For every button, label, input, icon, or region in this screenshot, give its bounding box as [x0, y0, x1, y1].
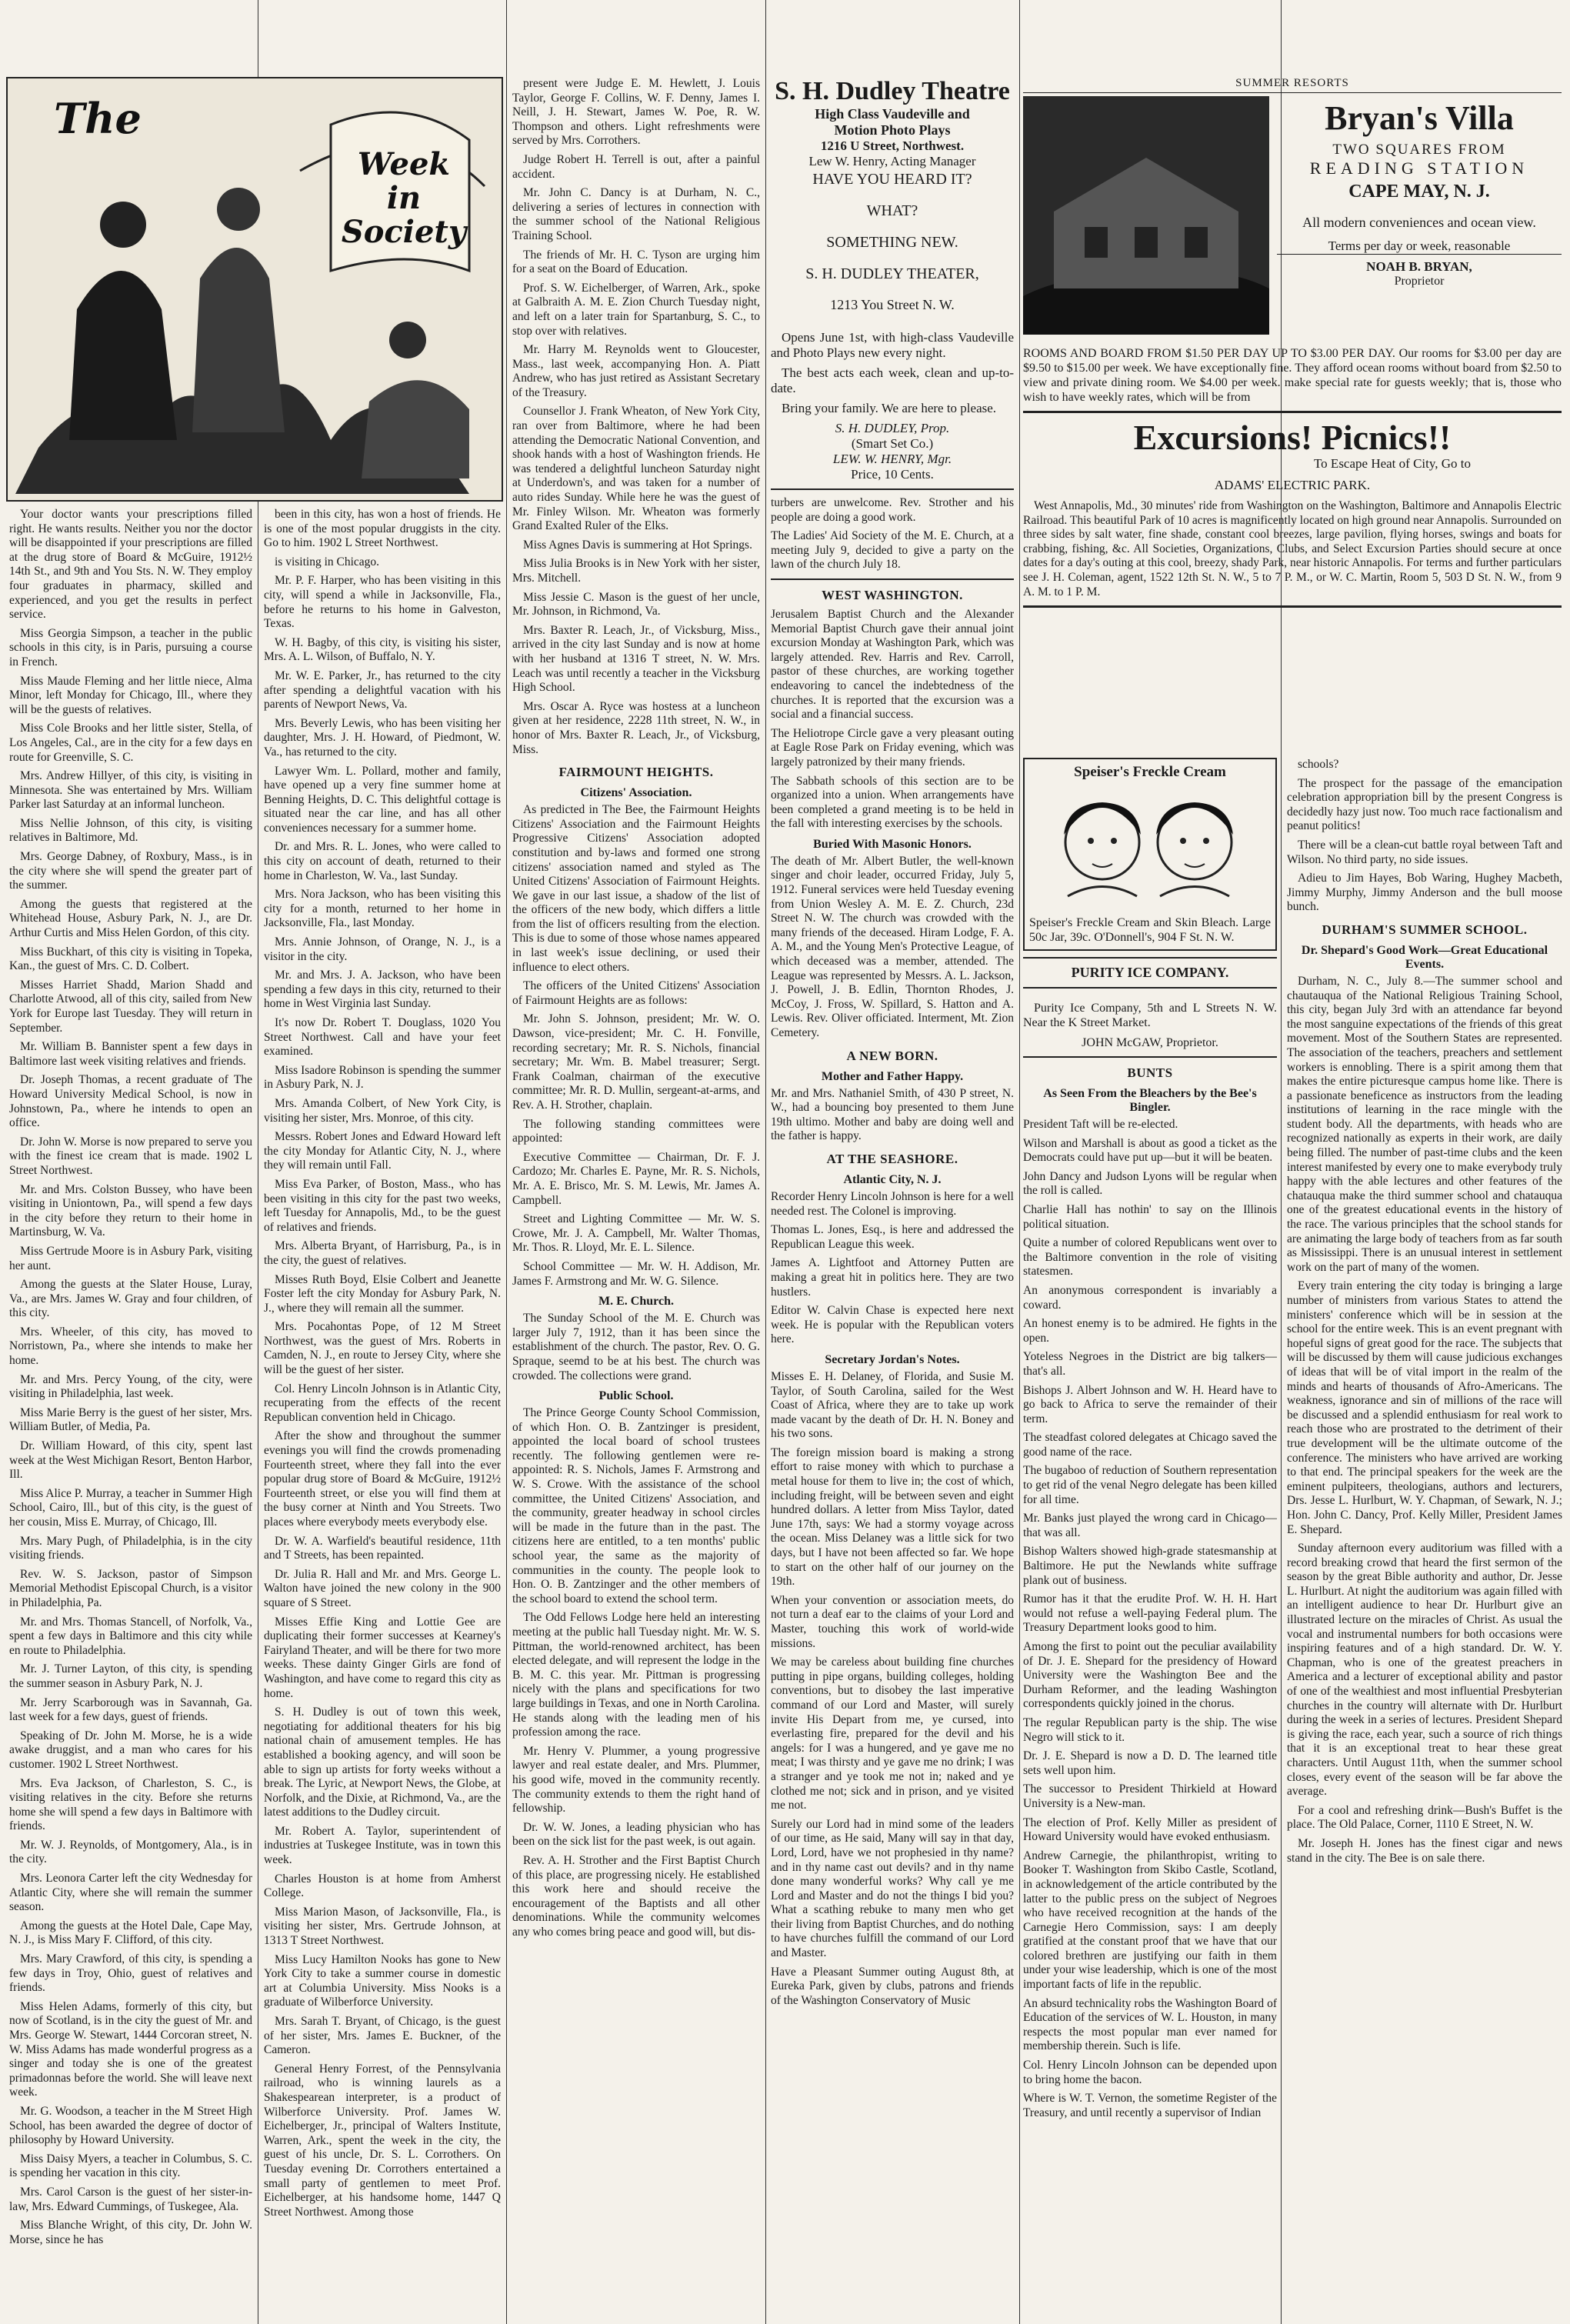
article-paragraph: Rumor has it that the erudite Prof. W. H. H. Hart would not refuse a well-paying Federal plum. The Treasury Department looks good to him.	[1023, 1592, 1277, 1635]
article-paragraph: Mr. William B. Bannister spent a few days in Baltimore last week visiting relatives and friends.	[9, 1040, 252, 1068]
article-paragraph: Mr. Banks just played the wrong card in Chicago—that was all.	[1023, 1512, 1277, 1539]
article-paragraph: Miss Jessie C. Mason is the guest of her uncle, Mr. Johnson, in Richmond, Va.	[512, 590, 760, 619]
bryans-rates	[1023, 346, 1562, 419]
dudley-sign1: S. H. DUDLEY, Prop.	[835, 421, 950, 435]
article-paragraph: Among the first to point out the peculiar availability of Dr. J. E. Shepard for the presidency of Howard University were the Washington Bee and the Durham Reformer, and the leading Washington correspondents quickly joined in the chorus.	[1023, 1640, 1277, 1711]
article-paragraph: Mrs. Pocahontas Pope, of 12 M Street Northwest, was the guest of Mrs. Roberts in Camden, N. J., en route to Jersey City, where she will be the guest of her sister.	[264, 1320, 501, 1377]
dudley-body3: Bring your family. We are here to please.	[782, 401, 997, 415]
article-paragraph: Miss Buckhart, of this city is visiting in Topeka, Kan., the guest of Mrs. C. D. Colbert.	[9, 945, 252, 973]
purity-owner: JOHN McGAW, Proprietor.	[1082, 1036, 1218, 1049]
article-paragraph: Charles Houston is at home from Amherst College.	[264, 1872, 501, 1900]
mother-father-heading: Mother and Father Happy.	[821, 1069, 964, 1083]
article-paragraph: The following standing committees were appointed:	[512, 1117, 760, 1145]
column-1	[9, 508, 252, 2319]
dudley-address: 1216 U Street, Northwest.	[820, 138, 965, 153]
article-paragraph: is visiting in Chicago.	[275, 555, 380, 568]
bryans-owner: NOAH B. BRYAN,	[1366, 259, 1472, 274]
secretary-heading: Secretary Jordan's Notes.	[825, 1352, 960, 1366]
article-paragraph: Have a Pleasant Summer outing August 8th, at Eureka Park, given by clubs, patrons and friends of the Washington Conservatory of Music	[771, 1965, 1014, 2007]
article-paragraph: James A. Lightfoot and Attorney Putten are making a great hit in politics here. They are two hustlers.	[771, 1256, 1014, 1299]
article-paragraph: The successor to President Thirkield at Howard University is a New-man.	[1023, 1782, 1277, 1810]
article-paragraph: Mr. and Mrs. J. A. Jackson, who have been spending a few days in this city, returned to their home in West Virginia last Sunday.	[264, 969, 501, 1011]
article-paragraph: Mr. Henry V. Plummer, a young progressive lawyer and real estate dealer, and Mrs. Plummer, his good wife, moved in the community recently. The community extends to them the right hand of fellowship.	[512, 1744, 760, 1816]
article-paragraph: The election of Prof. Kelly Miller as president of Howard University would have evoked enthusiasm.	[1023, 1816, 1277, 1844]
article-paragraph: Mrs. Oscar A. Ryce was hostess at a luncheon given at her residence, 2228 11th street, N. W., in honor of Mrs. Baxter R. Leach, Jr., of Vicksburg, Miss.	[512, 699, 760, 756]
article-paragraph: The prospect for the passage of the emancipation celebration appropriation bill by the present Congress is decidedly hazy just now. Too much race factionalism and peanut politics!	[1287, 776, 1562, 833]
article-paragraph: Mr. W. E. Parker, Jr., has returned to the city after spending a delightful vacation with his parents of Newport News, Va.	[264, 669, 501, 712]
article-paragraph: The bugaboo of reduction of Southern representation to get rid of the venal Negro delegate has been killed for all time.	[1023, 1464, 1277, 1506]
article-paragraph: Mr. Robert A. Taylor, superintendent of industries at Tuskegee Institute, was in town this week.	[264, 1824, 501, 1867]
bryans-sub2: READING STATION	[1309, 158, 1529, 178]
summer-resorts-header	[1023, 77, 1562, 93]
article-paragraph: Dr. W. W. Jones, a leading physician who has been on the sick list for the past week, is out again.	[512, 1820, 760, 1849]
public-school-heading: Public School.	[598, 1389, 674, 1403]
article-paragraph: Judge Robert H. Terrell is out, after a painful accident.	[512, 152, 760, 181]
article-paragraph: Mr. G. Woodson, a teacher in the M Street High School, has been awarded the degree of doctor of philosophy by Howard University.	[9, 2104, 252, 2147]
article-paragraph: Miss Cole Brooks and her little sister, Stella, of Los Angeles, Cal., are in the city for a few days en route for Greenville, S. C.	[9, 722, 252, 764]
article-paragraph: Miss Julia Brooks is in New York with her sister, Mrs. Mitchell.	[512, 557, 760, 585]
article-paragraph: Rev. W. S. Jackson, pastor of Simpson Memorial Methodist Episcopal Church, is a visitor in Philadelphia, Pa.	[9, 1567, 252, 1609]
article-paragraph: President Taft will be re-elected.	[1023, 1118, 1178, 1131]
excursions-title: Excursions! Picnics!!	[1133, 418, 1452, 457]
article-paragraph: Street and Lighting Committee — Mr. W. S. Crowe, Mr. J. A. Campbell, Mr. Walter Thomas, Mr. Thos. R. Lloyd, Mr. E. L. Silence.	[512, 1212, 760, 1255]
article-paragraph: There will be a clean-cut battle royal between Taft and Wilson. No third party, no side issues.	[1287, 838, 1562, 866]
article-paragraph: Miss Nellie Johnson, of this city, is visiting relatives in Baltimore, Md.	[9, 816, 252, 845]
article-paragraph: Mrs. Alberta Bryant, of Harrisburg, Pa., is in the city, the guest of relatives.	[264, 1239, 501, 1267]
dudley-title: S. H. Dudley Theatre	[775, 77, 1010, 105]
bryans-sub1: TWO SQUARES FROM	[1332, 142, 1506, 158]
article-paragraph: Misses Harriet Shadd, Marion Shadd and Charlotte Atwood, all of this city, sailed from New York for Europe last Tuesday. They will return in September.	[9, 978, 252, 1035]
article-paragraph: Charlie Hall has nothin' to say on the Illinois political situation.	[1023, 1202, 1277, 1231]
article-paragraph: Among the guests that registered at the Whitehead House, Asbury Park, N. J., are Dr. Arthur Curtis and Miss Helen Gordon, of this city.	[9, 897, 252, 940]
article-paragraph: John Dancy and Judson Lyons will be regular when the roll is called.	[1023, 1169, 1277, 1198]
article-paragraph: S. H. Dudley is out of town this week, negotiating for additional theaters for his big national chain of amusement temples. He has established a booking agency, and will soon be able to sign up artists for forty weeks without a break. The Lyric, at Newport News, the Globe, at Norfolk, and the Dixie, at Richmond, Va., are the latest additions to the Dudley circuit.	[264, 1705, 501, 1819]
shepard-heading: Dr. Shepard's Good Work—Great Educational Events.	[1301, 943, 1548, 971]
article-paragraph: Mrs. Eva Jackson, of Charleston, S. C., is visiting relatives in the city. Before she returns home she will spend a few days in Baltimore with friends.	[9, 1776, 252, 1833]
article-paragraph: Miss Daisy Myers, a teacher in Columbus, S. C. is spending her vacation in this city.	[9, 2152, 252, 2180]
villa-image	[1023, 96, 1269, 335]
article-paragraph: Bishops J. Albert Johnson and W. H. Heard have to go back to Africa to serve the remainder of their term.	[1023, 1383, 1277, 1425]
excursions-body: West Annapolis, Md., 30 minutes' ride from Washington on the Washington, Baltimore and Annapolis Electric Railroad. This beautiful Park of 10 acres is magnificently located on high ground near Annapolis. Surrounded on three sides by salt water, fine shade, constant cool breezes, large pavilion, flying horses, swings and boats for crabbing, fishing, &c. All Societies, Organizations, Clubs, and Select Excursion Parties should secure at once dates for a day's outing at this cool, breezy, shady Park, near historic Annapolis. For terms and further particulars see J. H. Coleman, agent, 1522 12th St. N. W., 5 to 7 P. M., or W. C. Martin, Room 5, 503 D St. N. W., from 9 A. M. to 1 P. M.	[1023, 499, 1562, 599]
bunts-column	[1023, 1118, 1277, 2272]
article-paragraph: Prof. S. W. Eichelberger, of Warren, Ark., spoke at Galbraith A. M. E. Zion Church Tuesday night, and left on a later train for Spartanburg, S. C., to stop over with relatives.	[512, 281, 760, 338]
article-paragraph: Among the guests at the Hotel Dale, Cape May, N. J., is Miss Mary F. Clifford, of this city.	[9, 1919, 252, 1947]
dudley-q1: HAVE YOU HEARD IT?	[812, 171, 972, 188]
society-masthead	[6, 77, 503, 502]
article-paragraph: The Sabbath schools of this section are to be organized into a union. When arrangements have been completed a grand meeting is to be held in the fall with interesting exercises by the schools.	[771, 774, 1014, 831]
article-paragraph: Every train entering the city today is bringing a large number of ministers from various States to attend the ministers' conference which will be in session at the school for the entire week. This is an event pregnant with hopeful signs of great good for the race. The subjects that will be discussed by them will cause judicious exchanges of ideas that will be of vital import in the realm of the minds and hearts of thousands of Afro-Americans. The weakness, ignorance and sin of millions of the race will be discussed and a splendid enthusiasm for real work to reach those who are prostrated to the detriment of their true development will be the ultimate outcome of the conference. The ministers who have arrived are working to that end. The principal speakers for the week are the eminent pulpiteers, theologians, authors and lecturers, Drs. Jesse L. Hurlburt, W. Y. Chapman, of Sewark, N. J.; Hon. John C. Dancy, Prof. Kelly Miller, President James E. Shepard.	[1287, 1279, 1562, 1536]
dudley-sub2: Motion Photo Plays	[834, 122, 951, 138]
article-paragraph: Counsellor J. Frank Wheaton, of New York City, ran over from Baltimore, where he had been attending the Democratic National Convention, and shook hands with a host of Washington friends. He was tendered a delightful luncheon Saturday night at Underdown's, and was taken for a number of auto rides Sunday. While here he was the guest of Mr. Finley Wilson. Mr. Wheaton was formerly Grand Exalted Ruler of the Elks.	[512, 405, 760, 533]
bryans-villa-ad	[1277, 100, 1562, 288]
bryans-place: CAPE MAY, N. J.	[1348, 182, 1490, 202]
seashore-heading: AT THE SEASHORE.	[826, 1151, 958, 1166]
article-paragraph: Dr. John W. Morse is now prepared to serve you with the finest ice cream that is made. 1902 L Street Northwest.	[9, 1135, 252, 1177]
column-6	[1287, 758, 1562, 2319]
article-paragraph: The Prince George County School Commission, of which Hon. O. B. Zantzinger is president, appointed the local board of school trustees recently. The following gentlemen were re-appointed: R. S. Nichols, James F. Armstrong and W. S. Crowe. With the assistance of the school committee, the United Citizens' Association, and the community, greater headway in school circles will be made in the future than in the past. The citizens here are entitled, to a ten months' public school year, the same as the majority of communities in the county. The people look to Hon. O. B. Zantzinger and the other members of the school board to extend the school term.	[512, 1406, 760, 1605]
article-paragraph: Thomas L. Jones, Esq., is here and addressed the Republican League this week.	[771, 1223, 1014, 1251]
article-paragraph: been in this city, has won a host of friends. He is one of the most popular druggists in the city. Go to him. 1902 L Street Northwest.	[264, 508, 501, 550]
article-paragraph: Misses Effie King and Lottie Gee are duplicating their former successes at Kearney's Fairyland Theater, and will be there for two more weeks. These dainty Ginger Girls are fond of Washington, and have come to regard this city as home.	[264, 1615, 501, 1700]
article-paragraph: Among the guests at the Slater House, Luray, Va., are Mrs. James W. Gray and four children, of this city.	[9, 1278, 252, 1320]
dudley-sign3: LEW. W. HENRY, Mgr.	[832, 452, 952, 466]
summer-resorts-label: SUMMER RESORTS	[1023, 77, 1562, 93]
article-paragraph: Wilson and Marshall is about as good a ticket as the Democrats could have put up—but it will be beaten.	[1023, 1136, 1277, 1165]
article-paragraph: School Committee — Mr. W. H. Addison, Mr. James F. Armstrong and Mr. W. G. Silence.	[512, 1259, 760, 1288]
column-4	[771, 77, 1014, 2319]
article-paragraph: The regular Republican party is the ship. The wise Negro will stick to it.	[1023, 1715, 1277, 1744]
article-paragraph: Mrs. Andrew Hillyer, of this city, is visiting in Minnesota. She was entertained by Mrs. William Parker last Saturday at an informal luncheon.	[9, 769, 252, 812]
article-paragraph: Where is W. T. Vernon, the sometime Register of the Treasury, and until recently a supervisor of Indian	[1023, 2092, 1277, 2119]
article-paragraph: Mr. and Mrs. Nathaniel Smith, of 430 P street, N. W., had a bouncing boy presented to them June 19th ultimo. Mother and baby are doing well and the father is happy.	[771, 1086, 1014, 1143]
article-paragraph: Jerusalem Baptist Church and the Alexander Memorial Baptist Church gave their annual joint excursion Monday at Washington Park, which was largely attended. Rev. Harris and Rev. Carroll, pastor of these churches, are working together endeavoring to cancel the indebtedness of the churches. It is reported that the excursion was a social and a financial success.	[771, 607, 1014, 722]
article-paragraph: General Henry Forrest, of the Pennsylvania railroad, who is winning laurels as a Shakespearean interpreter, is a product of Wilberforce University. Prof. James W. Eichelberger, Jr., principal of Walters Institute, Warren, Ark., spent the week in the city, the guest of his uncle, Dr. S. L. Corrothers. On Tuesday evening Dr. Corrothers entertained a small party of gentlemen to meet Prof. Eichelberger, at his handsome home, 1447 Q Street Northwest. Among those	[264, 2062, 501, 2219]
article-paragraph: Dr. and Mrs. R. L. Jones, who were called to this city on account of death, returned to their home in Charleston, W. Va., last Sunday.	[264, 840, 501, 882]
article-paragraph: After the show and throughout the summer evenings you will find the crowds promenading Fourteenth street, where they fall into the ever popular drug store of Board & McGuire, 1912½ Fourteenth street, or else you will find them at the busy corner at Ninth and You Streets. Two places where everybody meets everybody else.	[264, 1429, 501, 1529]
article-paragraph: Dr. J. E. Shepard is now a D. D. The learned title sets well upon him.	[1023, 1749, 1277, 1777]
dudley-q5: 1213 You Street N. W.	[830, 297, 955, 312]
bryans-title: Bryan's Villa	[1325, 99, 1514, 137]
article-paragraph: Surely our Lord had in mind some of the leaders of our time, as He said, Many will say in that day, Lord, Lord, have we not prophesied in thy name? and in thy name cast out devils? and in thy name done many wonderful works? Why call ye me Lord and Master and do not the things I bid you? What a scathing rebuke to many men who get their living from Baptist Churches, and do nothing to have churches fulfill the command of our Lord and Master.	[771, 1817, 1014, 1960]
article-paragraph: An honest enemy is to be admired. He fights in the open.	[1023, 1317, 1277, 1345]
purity-body: Purity Ice Company, 5th and L Streets N. W. Near the K Street Market.	[1023, 1002, 1277, 1029]
speiser-body: Speiser's Freckle Cream and Skin Bleach. Large 50c Jar, 39c. O'Donnell's, 904 F St. N. W.	[1029, 916, 1271, 944]
article-paragraph: Mrs. Leonora Carter left the city Wednesday for Atlantic City, where she will remain the summer season.	[9, 1872, 252, 1914]
excursions-sub: To Escape Heat of City, Go to	[1313, 456, 1472, 471]
article-paragraph: Speaking of Dr. John M. Morse, he is a wide awake druggist, and a man who cares for his customer. 1902 L Street Northwest.	[9, 1729, 252, 1771]
article-paragraph: Mr. W. J. Reynolds, of Montgomery, Ala., is in the city.	[9, 1838, 252, 1866]
article-paragraph: turbers are unwelcome. Rev. Strother and his people are doing a good work.	[771, 496, 1014, 524]
article-paragraph: Messrs. Robert Jones and Edward Howard left the city Monday for Atlantic City, N. J., where they will remain until Fall.	[264, 1130, 501, 1172]
dudley-sign2: (Smart Set Co.)	[851, 436, 934, 451]
article-paragraph: Mr. Jerry Scarborough was in Savannah, Ga. last week for a few days, guest of friends.	[9, 1695, 252, 1724]
article-paragraph: Bishop Walters showed high-grade statesmanship at Baltimore. He put the Newlands white suffrage plank out of business.	[1023, 1545, 1277, 1587]
article-paragraph: Mr. J. Turner Layton, of this city, is spending the summer season in Asbury Park, N. J.	[9, 1662, 252, 1690]
article-paragraph: The Ladies' Aid Society of the M. E. Church, at a meeting July 9, decided to give a party on the lawn of the church July 18.	[771, 529, 1014, 572]
article-paragraph: Miss Eva Parker, of Boston, Mass., who has been visiting in this city for the past two weeks, left Tuesday for Annapolis, Md., to be the guest of relatives and friends.	[264, 1177, 501, 1234]
purity-title: PURITY ICE COMPANY.	[1071, 965, 1229, 980]
dudley-q4: S. H. DUDLEY THEATER,	[805, 265, 979, 282]
article-paragraph: Yoteless Negroes in the District are big talkers—that's all.	[1023, 1350, 1277, 1378]
article-paragraph: Miss Georgia Simpson, a teacher in the public schools in this city, is in Paris, pursuing a course in French.	[9, 626, 252, 669]
article-paragraph: Dr. W. A. Warfield's beautiful residence, 11th and T Streets, has been repainted.	[264, 1534, 501, 1562]
article-paragraph: Mrs. George Dabney, of Roxbury, Mass., is in the city where she will spend the greater part of the summer.	[9, 850, 252, 892]
article-paragraph: For a cool and refreshing drink—Bush's Buffet is the place. The Old Palace, Corner, 1110 E Street, N. W.	[1287, 1803, 1562, 1832]
article-paragraph: The Odd Fellows Lodge here held an interesting meeting at the public hall Tuesday night. Mr. W. S. Pittman, the world-renowned architect, has been elected delegate, and will represent the lodge in the B. M. C. this year. Mr. Pittman is progressing nicely with the plans and specifications for two large buildings in Texas, and one in North Carolina. He stands along with the leading men of his profession among the race.	[512, 1611, 760, 1739]
article-paragraph: Mrs. Baxter R. Leach, Jr., of Vicksburg, Miss., arrived in the city last Sunday and is now at home with her husband at 1316 T street, N. W. Mrs. Leach was until recently a teacher in the Vicksburg High School.	[512, 623, 760, 695]
article-paragraph: Misses Ruth Boyd, Elsie Colbert and Jeanette Foster left the city Monday for Asbury Park, N. J., where they will remain all the summer.	[264, 1272, 501, 1315]
article-paragraph: Mrs. Carol Carson is the guest of her sister-in-law, Mrs. Edward Cummings, of Tuskegee, Ala.	[9, 2185, 252, 2213]
article-paragraph: Mr. John S. Johnson, president; Mr. W. O. Dawson, vice-president; Mr. C. H. Fonville, recording secretary; Mr. R. S. Nichols, financial secretary; Mr. Wm. B. Mabel treasurer; Sergt. Frank Coalman, chairman of the executive committee; Mr. R. D. Mullin, sergeant-at-arms, and Rev. A. H. Strother, chaplain.	[512, 1012, 760, 1112]
fairmount-heading: FAIRMOUNT HEIGHTS.	[558, 765, 714, 780]
article-paragraph: Editor W. Calvin Chase is expected here next week. He is popular with the Republican voters here.	[771, 1304, 1014, 1346]
article-paragraph: The Sunday School of the M. E. Church was larger July 7, 1912, than it has been since the establishment of the church. The pastor, Rev. O. G. Spraque, seemd to be at his best. The church was crowded. The collections were grand.	[512, 1312, 760, 1382]
article-paragraph: present were Judge E. M. Hewlett, J. Louis Taylor, George F. Collins, W. F. Denny, James I. Neill, J. H. Stewart, James W. Poe, R. W. Thompson and others. Light refreshments were served by Mrs. Corrothers.	[512, 77, 760, 148]
article-paragraph: Mrs. Mary Crawford, of this city, is spending a few days in Troy, Ohio, guest of relatives and friends.	[9, 1952, 252, 1995]
article-paragraph: Mr. and Mrs. Percy Young, of the city, were visiting in Philadelphia, last week.	[9, 1372, 252, 1401]
article-paragraph: Miss Maude Fleming and her little niece, Alma Minor, left Monday for Chicago, Ill., where they will be the guests of relatives.	[9, 674, 252, 716]
article-paragraph: Mr. Joseph H. Jones has the finest cigar and news stand in the city. The Bee is on sale there.	[1287, 1836, 1562, 1865]
column-3	[512, 77, 760, 2319]
article-paragraph: Mrs. Nora Jackson, who has been visiting this city for a month, returned to her home in Jacksonville, Fla., last Monday.	[264, 888, 501, 930]
speiser-ad	[1023, 758, 1277, 2272]
article-paragraph: Mrs. Annie Johnson, of Orange, N. J., is a visitor in the city.	[264, 935, 501, 963]
bryans-rates-text: ROOMS AND BOARD FROM $1.50 PER DAY UP TO $3.00 PER DAY. Our rooms for $3.00 per day are $9.50 to $15.00 per week. We have exceptionally fine. They afford ocean rooms without board from $2.50 to view and private dining room. We $4.00 per week. make special rate for guests weekly; that is, those who wish to have weekly rates, which will be from	[1023, 347, 1562, 404]
bunts-heading: BUNTS	[1127, 1065, 1173, 1080]
masthead-title: Week in Society	[341, 146, 467, 250]
masthead-the: The	[54, 94, 142, 143]
article-paragraph: Mrs. Beverly Lewis, who has been visiting her daughter, Mrs. J. H. Howard, of Piedmont, W. Va., has returned to the city.	[264, 716, 501, 759]
article-paragraph: Miss Marion Mason, of Jacksonville, Fla., is visiting her sister, Mrs. Gertrude Johnson, at 1313 T Street Northwest.	[264, 1905, 501, 1948]
article-paragraph: The Heliotrope Circle gave a very pleasant outing at Eagle Rose Park on Friday evening, which was largely patronized by their many friends.	[771, 726, 1014, 769]
article-paragraph: Mr. John C. Dancy is at Durham, N. C., delivering a series of lectures in connection with the summer school of the National Religious Training School.	[512, 186, 760, 242]
article-paragraph: Mrs. Sarah T. Bryant, of Chicago, is the guest of her sister, Mrs. James E. Buckner, of the Cameron.	[264, 2015, 501, 2057]
dudley-manager: Lew W. Henry, Acting Manager	[808, 154, 976, 168]
speiser-title: Speiser's Freckle Cream	[1074, 764, 1226, 780]
west-washington-heading: WEST WASHINGTON.	[822, 587, 963, 602]
article-paragraph: The steadfast colored delegates at Chicago saved the good name of the race.	[1023, 1431, 1277, 1459]
article-paragraph: The friends of Mr. H. C. Tyson are urging him for a seat on the Board of Education.	[512, 248, 760, 276]
dudley-body2: The best acts each week, clean and up-to-date.	[771, 365, 1014, 395]
article-paragraph: Sunday afternoon every auditorium was filled with a record breaking crowd that heard the first sermon of the season by the great Bible authority and author, Dr. Jesse L. Hurlburt. At night the auditorium was again filled with an intelligent audience to hear Dr. Hurlburt give an illustrated lecture on the miracles of Christ. As usual the vocal and instrumental numbers for both occasions were inspiring features and of a high standard. Dr. W. Y. Chapman, who is one of the greatest preachers in America and a lecturer of exceptional ability and pastor of one of the wealthiest and most influential Presbyterian churches in the country will alternate with Dr. Hurlburt during the week in a series of lectures. President Shepard is giving the race, each year, such a source of rich things that it is an exceptional treat to hear these great characters. Until August 11th, when the summer school closes, every event of the season will be far above the average.	[1287, 1542, 1562, 1799]
me-church-heading: M. E. Church.	[598, 1295, 674, 1309]
masonic-heading: Buried With Masonic Honors.	[813, 837, 972, 851]
bunts-subheading: As Seen From the Bleachers by the Bee's Bingler.	[1043, 1087, 1257, 1114]
article-paragraph: An anonymous correspondent is invariably a coward.	[1023, 1283, 1277, 1312]
article-paragraph: Andrew Carnegie, the philanthropist, writing to Booker T. Washington from Skibo Castle, Scotland, in acknowledgement of the article contributed by the latter to the public press on the subject of Negroes who have received recognition at the hands of the Carnegie Hero Commission, says: I am deeply gratified at the constant proof that we have that our colored brethren are justifying our faith in them under your wise leadership, which is one of the most important facts of life in the republic.	[1023, 1849, 1277, 1992]
article-paragraph: Lawyer Wm. L. Pollard, mother and family, have opened up a very fine summer home at Benning Heights, D. C. This delightful cottage is situated near the car line, and has all other conveniences necessary for a summer home.	[264, 764, 501, 835]
article-paragraph: When your convention or association meets, do not turn a deaf ear to the claims of your Lord and Master, touching this work of world-wide missions.	[771, 1593, 1014, 1650]
article-paragraph: Mrs. Mary Pugh, of Philadelphia, is in the city visiting friends.	[9, 1534, 252, 1562]
article-paragraph: schools?	[1298, 758, 1339, 771]
dudley-q2: WHAT?	[866, 202, 918, 219]
article-paragraph: Mr. Harry M. Reynolds went to Gloucester, Mass., last week, accompanying Hon. A. Piatt Andrew, who has just retired as Assistant Secretary of the Treasury.	[512, 343, 760, 399]
article-paragraph: It's now Dr. Robert T. Douglass, 1020 You Street Northwest. Call and have your feet examined.	[264, 1016, 501, 1059]
article-paragraph: Mr. and Mrs. Thomas Stancell, of Norfolk, Va., spent a few days in Baltimore and this city while en route to Philadelphia.	[9, 1615, 252, 1657]
article-paragraph: Miss Marie Berry is the guest of her sister, Mrs. William Butler, of Media, Pa.	[9, 1405, 252, 1434]
article-paragraph: The foreign mission board is making a strong effort to raise money with which to purchase a metal house for them to live in; the cost of which, including freight, will be between seven and eight hundred dollars. A letter from Miss Taylor, dated June 17th, says: We had a stormy voyage across the ocean. Miss Delaney was a little sick for two days, but I have not been affected so far. We hope to start on the other half of our journey on the 19th.	[771, 1445, 1014, 1589]
article-paragraph: Miss Gertrude Moore is in Asbury Park, visiting her aunt.	[9, 1244, 252, 1272]
article-paragraph: Col. Henry Lincoln Johnson can be depended upon to bring home the bacon.	[1023, 2059, 1277, 2086]
excursions-park: ADAMS' ELECTRIC PARK.	[1214, 478, 1371, 492]
article-paragraph: Mrs. Wheeler, of this city, has moved to Norristown, Pa., where she intends to make her home.	[9, 1325, 252, 1368]
article-paragraph: Dr. Julia R. Hall and Mr. and Mrs. George L. Walton have joined the new colony in the 900 square of S Street.	[264, 1567, 501, 1609]
article-paragraph: Misses E. H. Delaney, of Florida, and Susie M. Taylor, of South Carolina, sailed for the West Coast of Africa, where they are to take up work made vacant by the death of Dr. H. N. Boney and his two sons.	[771, 1369, 1014, 1441]
bryans-role: Proprietor	[1394, 275, 1445, 288]
villa-photo	[1023, 96, 1269, 335]
dudley-price: Price, 10 Cents.	[851, 467, 934, 482]
article-paragraph: Executive Committee — Chairman, Dr. F. J. Cardozo; Mr. Charles E. Payne, Mr. R. S. Nichols, Mr. A. E. Brisco, Mr. S. M. Lewis, Mr. James A. Campbell.	[512, 1150, 760, 1207]
article-paragraph: As predicted in The Bee, the Fairmount Heights Citizens' Association and the Fairmount Heights Progressive Citizens' Association adopted constitution and by-laws and formed one strong citizens' association named and styled as The United Citizens' Association of Fairmount Heights. We gave in our last issue, a shadow of the list of the officers of the new body, which differs a little from the list of officers resulting from the election. This is due to some of those whose names appeared in last week's issue declining, or used their influence to elect others.	[512, 803, 760, 974]
article-paragraph: The officers of the United Citizens' Association of Fairmount Heights are as follows:	[512, 979, 760, 1007]
article-paragraph: The death of Mr. Albert Butler, the well-known singer and choir leader, occurred Friday, July 5, 1912. Funeral services were held Tuesday evening from Union Wesley A. M. E. Z. Church, 23d Street N. W. The church was crowded with the many friends of the deceased. Hiram Lodge, F. A. A. M., and the Young Men's Protective League, of which deceased was a member, attended. The League was represented by Messrs. A. L. Jackson, J. Powell, J. B. Edlin, Thornton Rhodes, J. McCoy, J. Fross, W. Spillard, S. Hatton and A. Lewis. Rev. Oliver officiated. Interment, Mt. Zion Cemetery.	[771, 854, 1014, 1039]
article-paragraph: Miss Blanche Wright, of this city, Dr. John W. Morse, since he has	[9, 2219, 252, 2246]
article-paragraph: Miss Helen Adams, formerly of this city, but now of Scotland, is in the city the guest of Mr. and Mrs. George W. Stewart, 1444 Corcoran street, N. W. Miss Adams has made wonderful progress as a singer and today she is one of the greatest primadonnas before the world. She will leave next week.	[9, 1999, 252, 2099]
article-paragraph: Miss Lucy Hamilton Nooks has gone to New York City to take a summer course in domestic art at Columbia University. Miss Nooks is a graduate of Wilberforce University.	[264, 1952, 501, 2009]
article-paragraph: Adieu to Jim Hayes, Bob Waring, Hughey Macbeth, Jimmy Murphy, Jimmy Anderson and the bull moose bunch.	[1287, 872, 1562, 914]
citizens-heading: Citizens' Association.	[580, 786, 692, 800]
article-paragraph: Col. Henry Lincoln Johnson is in Atlantic City, recuperating from the effects of the recent Republican convention held in Chicago.	[264, 1382, 501, 1424]
bryans-line1: All modern conveniences and ocean view.	[1302, 215, 1536, 230]
article-paragraph: Durham, N. C., July 8.—The summer school and chautauqua of the National Religious Training School, this city, began July 3rd with an attendance far beyond the most sanguine expectations of the friends of this great movement. Most of the Southern States are represented. The association of the teachers, preachers and settlement workers is ennobling. There is a spirit among them that makes the entire picturesque campus home like. There is a passionate beneficence as instructors from the leading institutions of learning in the race mingle with the student body. All the departments, with heads who are recognized nationally as experts in their work, are daily being filled. The number of past-time clubs and the keen interest manifested by every one to make everybody truly happy with the able lectures and other features of the chatauqua make the third summer school and chatauqua one of the greatest educational events in the history of the race. The various principles that the school stands for are animating the large body of teachers from as far south as Mississippi. There is an unusual interest in settlement work on the part of many of the women.	[1287, 974, 1562, 1274]
atlantic-city-heading: Atlantic City, N. J.	[843, 1172, 942, 1186]
article-paragraph: Mr. and Mrs. Colston Bussey, who have been visiting in Uniontown, Pa., will spend a few days in the city before they return to their home in Martinsburg, W. Va.	[9, 1182, 252, 1239]
article-paragraph: Dr. Joseph Thomas, a recent graduate of The Howard University Medical School, is now in Johnstown, Pa., where he intends to open an office.	[9, 1073, 252, 1130]
bryans-line2: Terms per day or week, reasonable	[1277, 238, 1562, 255]
article-paragraph: An absurd technicality robs the Washington Board of Education of the services of W. L. Houston, in many respects the most popular man ever named for membership therein. Such is life.	[1023, 1996, 1277, 2053]
durham-heading: DURHAM'S SUMMER SCHOOL.	[1322, 922, 1528, 937]
article-paragraph: Mr. P. F. Harper, who has been visiting in this city, will spend a while in Jacksonville, Fla., before he returns to his home in Galveston, Texas.	[264, 574, 501, 631]
article-paragraph: Miss Isadore Robinson is spending the summer in Asbury Park, N. J.	[264, 1063, 501, 1092]
article-paragraph: Miss Agnes Davis is summering at Hot Springs.	[523, 538, 752, 552]
dudley-body1: Opens June 1st, with high-class Vaudeville and Photo Plays new every night.	[771, 330, 1014, 360]
article-paragraph: Quite a number of colored Republicans went over to the Baltimore convention in the role of visiting statesmen.	[1023, 1236, 1277, 1279]
article-paragraph: Recorder Henry Lincoln Johnson is here for a well needed rest. The Colonel is improving.	[771, 1189, 1014, 1218]
excursions-ad	[1023, 419, 1562, 614]
article-paragraph: Dr. William Howard, of this city, spent last week at the West Michigan Resort, Benton Harbor, Ill.	[9, 1439, 252, 1482]
portrait-illustration	[1029, 781, 1268, 912]
article-paragraph: Mrs. Amanda Colbert, of New York City, is visiting her sister, Mrs. Monroe, of this city.	[264, 1096, 501, 1125]
article-paragraph: W. H. Bagby, of this city, is visiting his sister, Mrs. A. L. Wilson, of Buffalo, N. Y.	[264, 635, 501, 664]
article-paragraph: We may be careless about building fine churches putting in pipe organs, building colleges, holding conventions, but to disobey the last imperative command of our Lord and Master, will surely invite His Depart from me, ye cursed, into everlasting fire, prepared for the devil and his angels: for I was a hungered, and ye gave me no meat; I was thirsty and ye gave me no drink; I was a stranger and ye took me not in; naked and ye clothed me not; sick and in prison, and ye visited me not.	[771, 1655, 1014, 1812]
dudley-sub1: High Class Vaudeville and	[815, 106, 970, 122]
column-2	[264, 508, 501, 2319]
article-paragraph: Rev. A. H. Strother and the First Baptist Church of this place, are progressing nicely. He established this work here and should receive the encouragement of the Baptists and all other denominations. While the community welcomes any who comes bring peace and good will, but dis-	[512, 1853, 760, 1939]
dudley-q3: SOMETHING NEW.	[826, 234, 958, 251]
new-born-heading: A NEW BORN.	[846, 1048, 938, 1063]
article-paragraph: Your doctor wants your prescriptions filled right. He wants results. Neither you nor the doctor will be disappointed if your prescriptions are filled at the drug store of Board & McGuire, 1912½ 14th St., and 9th and You Sts. N. W. They employ four graduates in pharmacy, skilled and experienced, and you get the results in perfect service.	[9, 508, 252, 622]
article-paragraph: Miss Alice P. Murray, a teacher in Summer High School, Cairo, Ill., but of this city, is the guest of her cousin, Miss E. Murray, of Chicago, Ill.	[9, 1486, 252, 1529]
